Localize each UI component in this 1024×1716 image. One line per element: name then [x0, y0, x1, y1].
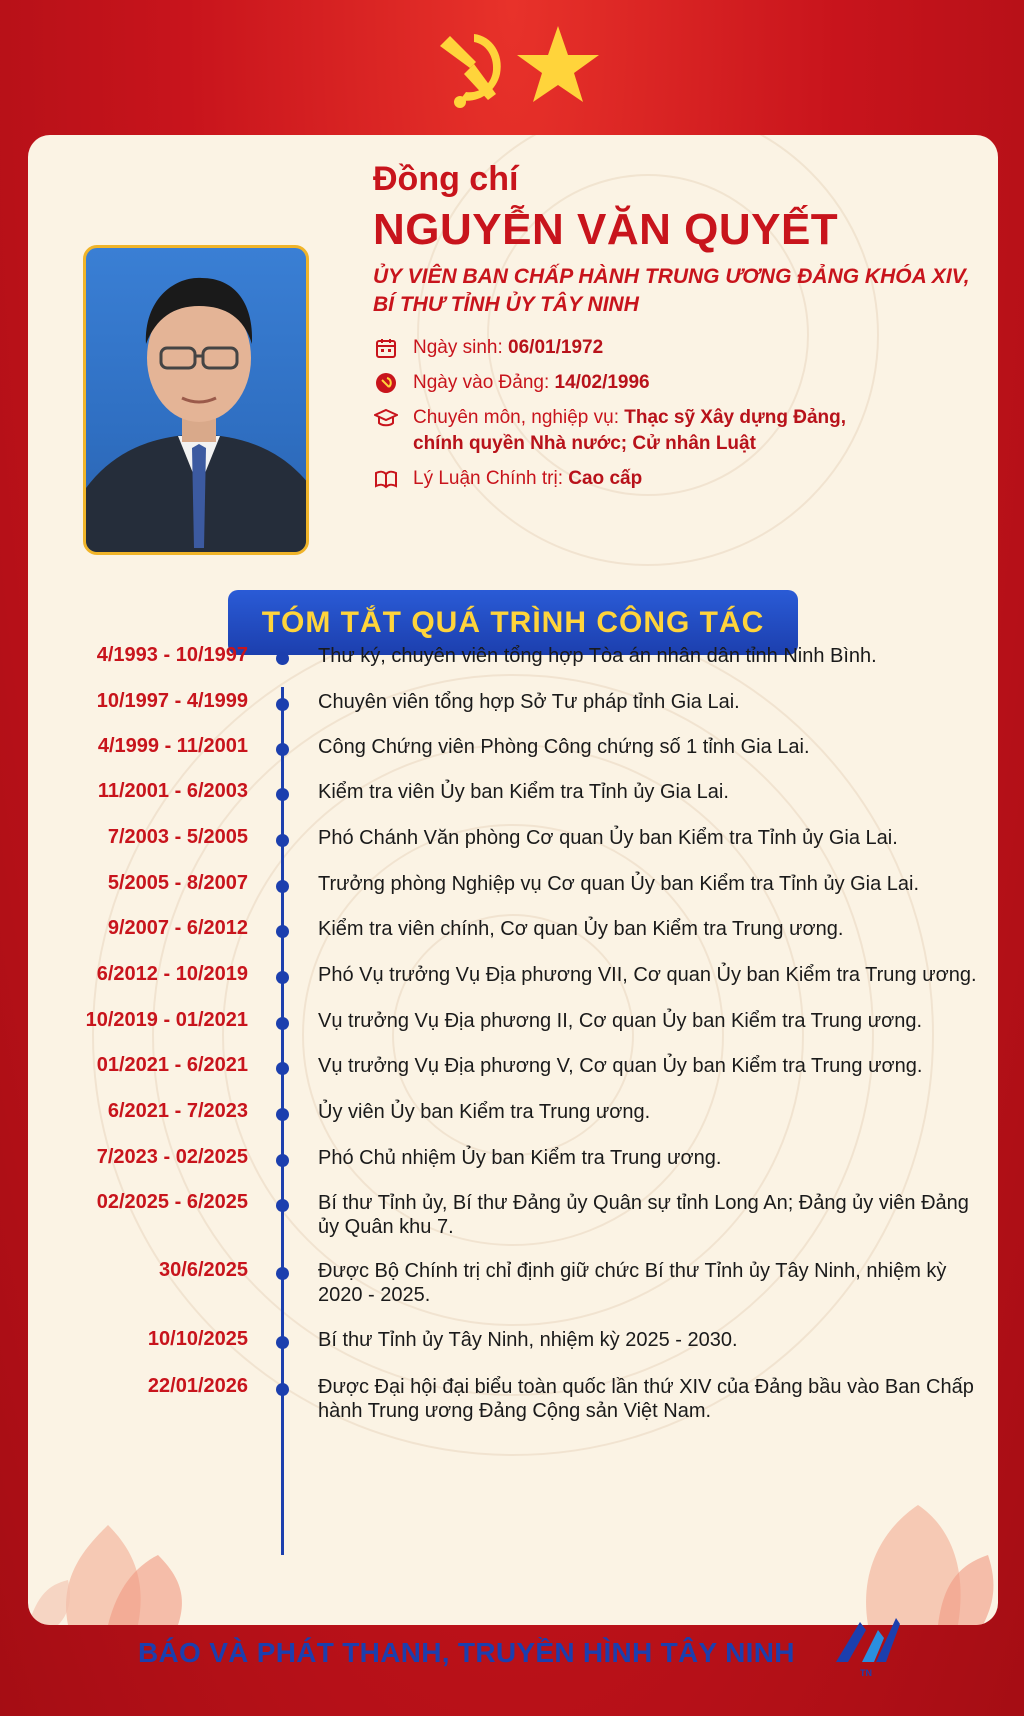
logo-text: TN: [860, 1668, 872, 1678]
position-line-1: ỦY VIÊN BAN CHẤP HÀNH TRUNG ƯƠNG ĐẢNG KHÓA XIV,: [373, 265, 970, 288]
major-label: Chuyên môn, nghiệp vụ:: [413, 407, 625, 428]
party-value: 14/02/1996: [554, 372, 650, 393]
timeline-dot: [276, 1062, 289, 1075]
timeline-date: 6/2012 - 10/2019: [96, 963, 248, 985]
timeline-dot: [276, 1108, 289, 1121]
book-icon: [373, 466, 399, 492]
major-value-1: Thạc sỹ Xây dựng Đảng,: [624, 407, 847, 428]
timeline-dot: [276, 925, 289, 938]
timeline-dot: [276, 1267, 289, 1280]
timeline-dot: [276, 788, 289, 801]
timeline-text: Chuyên viên tổng hợp Sở Tư pháp tỉnh Gia Lai.: [318, 691, 740, 713]
timeline-text: Bí thư Tỉnh ủy Tây Ninh, nhiệm kỳ 2025 - 2030.: [318, 1329, 738, 1351]
timeline-dot: [276, 1336, 289, 1349]
timeline-text: Phó Vụ trưởng Vụ Địa phương VII, Cơ quan Ủy ban Kiểm tra Trung ương.: [318, 964, 977, 986]
timeline-text: Thư ký, chuyên viên tổng hợp Tòa án nhân dân tỉnh Ninh Bình.: [318, 645, 877, 667]
info-major: [373, 405, 973, 457]
star-icon: [517, 26, 599, 102]
timeline-line: [281, 687, 284, 1555]
section-title: TÓM TẮT QUÁ TRÌNH CÔNG TÁC: [228, 590, 798, 655]
timeline-date: 30/6/2025: [159, 1259, 248, 1281]
timeline-date: 5/2005 - 8/2007: [107, 872, 248, 894]
position-title: [373, 263, 973, 319]
timeline-text: Được Bộ Chính trị chỉ định giữ chức Bí thư Tỉnh ủy Tây Ninh, nhiệm kỳ 2020 - 2025.: [318, 1260, 947, 1306]
timeline-text: Công Chứng viên Phòng Công chứng số 1 tỉnh Gia Lai.: [318, 736, 810, 758]
greeting-label: Đồng chí: [373, 160, 519, 198]
timeline-dot: [276, 1017, 289, 1030]
footer-title: BÁO VÀ PHÁT THANH, TRUYỀN HÌNH TÂY NINH: [138, 1637, 795, 1668]
timeline-text: Phó Chánh Văn phòng Cơ quan Ủy ban Kiểm tra Tỉnh ủy Gia Lai.: [318, 827, 898, 849]
timeline-dot: [276, 1383, 289, 1396]
party-emblem-icon: [373, 370, 399, 396]
theory-value: Cao cấp: [568, 468, 643, 489]
timeline-date: 01/2021 - 6/2021: [96, 1054, 248, 1076]
timeline-date: 10/10/2025: [147, 1328, 248, 1350]
timeline-text: Phó Chủ nhiệm Ủy ban Kiểm tra Trung ương.: [318, 1147, 722, 1169]
timeline-dot: [276, 1199, 289, 1212]
birth-value: 06/01/1972: [508, 337, 604, 358]
birth-label: Ngày sinh:: [413, 337, 509, 358]
top-emblem: [0, 0, 1024, 140]
timeline-dot: [276, 880, 289, 893]
timeline-date: 9/2007 - 6/2012: [107, 917, 248, 939]
calendar-icon: [373, 335, 399, 361]
timeline-text: Trưởng phòng Nghiệp vụ Cơ quan Ủy ban Kiểm tra Tỉnh ủy Gia Lai.: [318, 873, 920, 895]
timeline-text: Được Đại hội đại biểu toàn quốc lần thứ XIV của Đảng bầu vào Ban Chấp hành Trung ương Đảng Cộng sản Việt Nam.: [318, 1376, 974, 1422]
timeline-dot: [276, 743, 289, 756]
timeline-dot: [276, 971, 289, 984]
major-value-2: chính quyền Nhà nước; Cử nhân Luật: [413, 433, 756, 454]
timeline-date: 7/2023 - 02/2025: [96, 1146, 248, 1168]
lotus-decoration-left: [28, 1485, 288, 1625]
timeline-date: 22/01/2026: [147, 1375, 248, 1397]
timeline-date: 02/2025 - 6/2025: [96, 1191, 248, 1213]
info-party: [373, 370, 973, 396]
personal-info: [373, 335, 973, 501]
info-theory: [373, 466, 973, 492]
timeline-text: Ủy viên Ủy ban Kiểm tra Trung ương.: [318, 1101, 651, 1123]
timeline-dot: [276, 834, 289, 847]
timeline-dot: [276, 652, 289, 665]
timeline-date: 7/2003 - 5/2005: [107, 826, 248, 848]
timeline-dot: [276, 1154, 289, 1167]
party-label: Ngày vào Đảng:: [413, 372, 555, 393]
timeline-text: Kiểm tra viên Ủy ban Kiểm tra Tỉnh ủy Gia Lai.: [318, 781, 729, 803]
timeline-text: Vụ trưởng Vụ Địa phương II, Cơ quan Ủy ban Kiểm tra Trung ương.: [318, 1010, 923, 1032]
info-birth: [373, 335, 973, 361]
theory-label: Lý Luận Chính trị:: [413, 468, 569, 489]
timeline-date: 4/1993 - 10/1997: [96, 644, 248, 666]
timeline-date: 4/1999 - 11/2001: [97, 735, 248, 757]
timeline-date: 6/2021 - 7/2023: [107, 1100, 248, 1122]
position-line-2: BÍ THƯ TỈNH ỦY TÂY NINH: [373, 293, 639, 316]
timeline-text: Bí thư Tỉnh ủy, Bí thư Đảng ủy Quân sự tỉnh Long An; Đảng ủy viên Đảng ủy Quân khu 7.: [318, 1192, 969, 1238]
timeline-date: 10/2019 - 01/2021: [85, 1009, 248, 1031]
person-name: NGUYỄN VĂN QUYẾT: [373, 205, 839, 254]
timeline-dot: [276, 698, 289, 711]
portrait-photo: [83, 245, 309, 555]
station-logo: [826, 1600, 906, 1680]
timeline-text: Vụ trưởng Vụ Địa phương V, Cơ quan Ủy ban Kiểm tra Trung ương.: [318, 1055, 923, 1077]
graduation-cap-icon: [373, 405, 399, 431]
timeline-date: 10/1997 - 4/1999: [96, 690, 248, 712]
profile-card: [28, 135, 998, 1625]
timeline-date: 11/2001 - 6/2003: [97, 780, 248, 802]
hammer-sickle-icon: [440, 34, 501, 108]
timeline-text: Kiểm tra viên chính, Cơ quan Ủy ban Kiểm tra Trung ương.: [318, 918, 844, 940]
